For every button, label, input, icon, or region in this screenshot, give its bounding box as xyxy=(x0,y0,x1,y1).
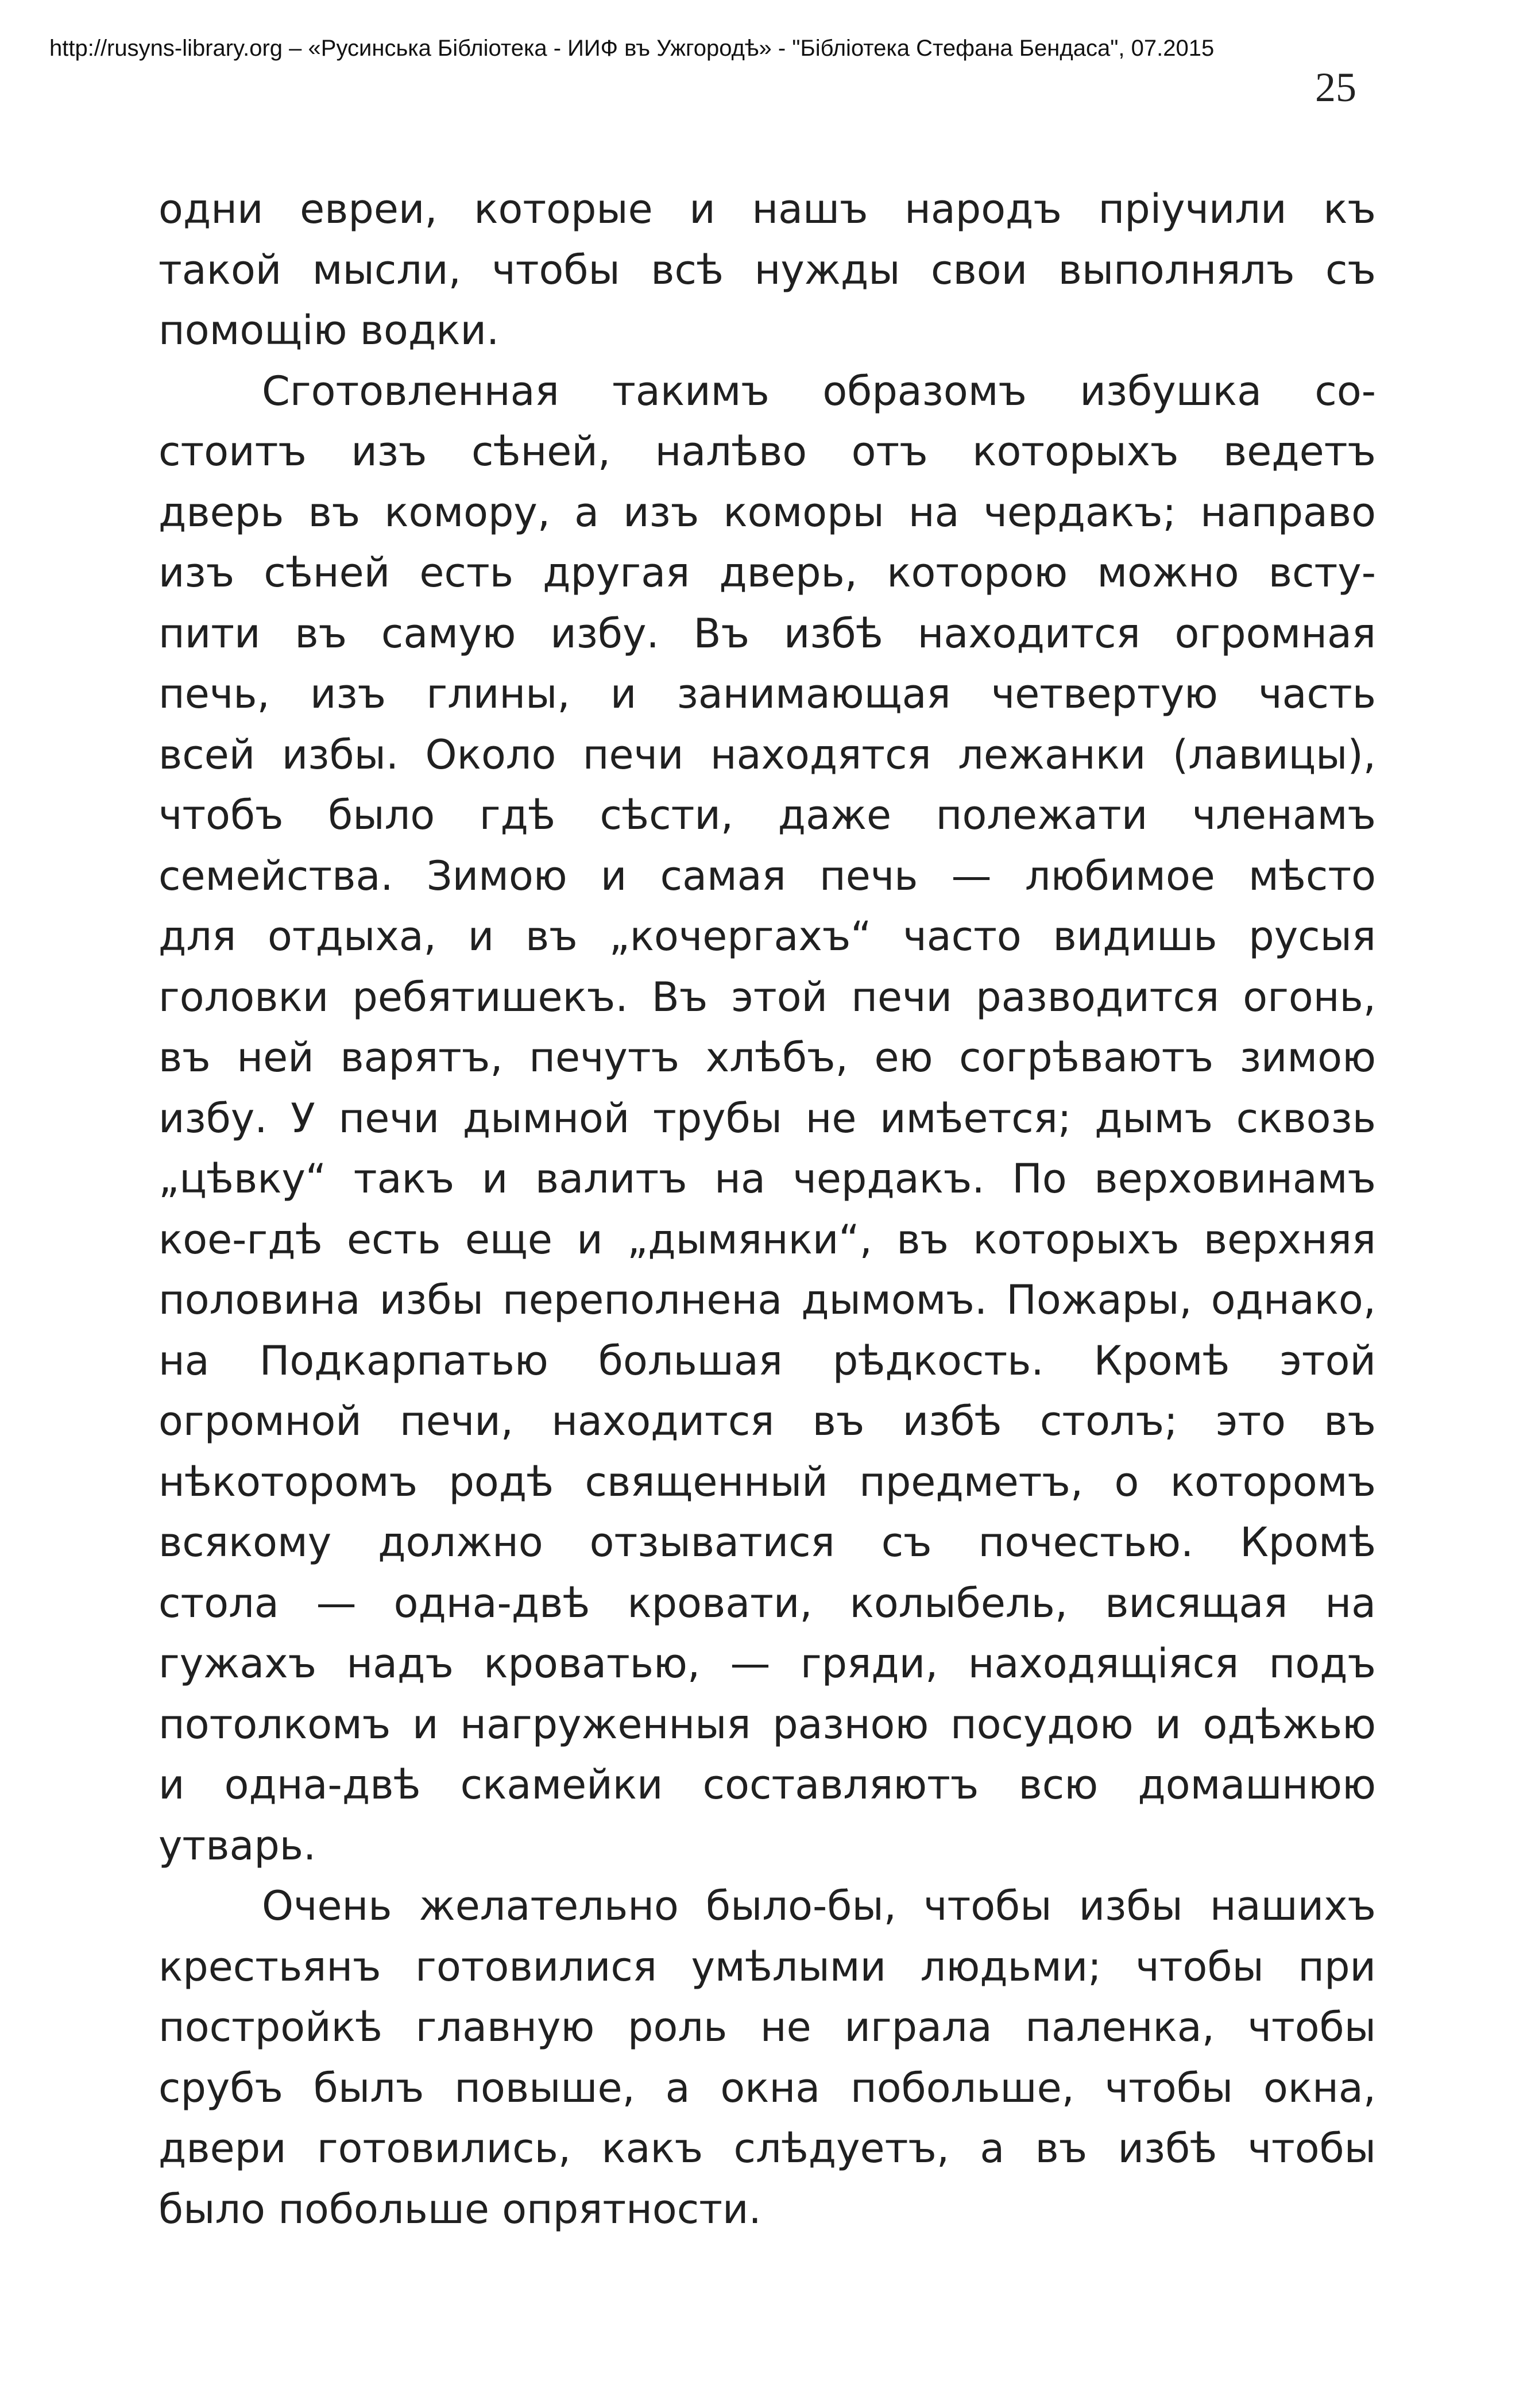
text-line: дверь въ комору, а изъ коморы на чердакъ; направо xyxy=(158,488,1376,536)
text-line: постройкѣ главную роль не играла паленка, чтобы xyxy=(158,2004,1376,2051)
text-line: головки ребятишекъ. Въ этой печи разводится огонь, xyxy=(158,973,1376,1021)
text-line: Сготовленная такимъ образомъ избушка со- xyxy=(262,367,1376,415)
text-line: на Подкарпатью большая рѣдкость. Кромѣ этой xyxy=(158,1337,1376,1384)
text-line: потолкомъ и нагруженныя разною посудою и одѣжью xyxy=(158,1700,1376,1748)
text-line: всякому должно отзыватися съ почестью. Кромѣ xyxy=(158,1519,1376,1566)
text-line: было побольше опрятности. xyxy=(158,2185,761,2233)
text-line: стола — одна-двѣ кровати, колыбель, висящая на xyxy=(158,1579,1376,1627)
text-line: въ ней варятъ, печутъ хлѣбъ, ею согрѣваютъ зимою xyxy=(158,1034,1376,1081)
paragraph-3 xyxy=(158,1876,1376,2240)
text-line: и одна-двѣ скамейки составляютъ всю домашнюю xyxy=(158,1761,1376,1808)
text-line: срубъ былъ повыше, а окна побольше, чтобы окна, xyxy=(158,2064,1376,2112)
paragraph-2 xyxy=(158,361,1376,1877)
text-line: гужахъ надъ кроватью, — гряди, находящіяся подъ xyxy=(158,1640,1376,1687)
text-line: огромной печи, находится въ избѣ столъ; это въ xyxy=(158,1398,1376,1445)
text-line: стоитъ изъ сѣней, налѣво отъ которыхъ ведетъ xyxy=(158,428,1376,475)
text-line: Очень желательно было-бы, чтобы избы нашихъ xyxy=(262,1882,1376,1930)
text-line: чтобъ было гдѣ сѣсти, даже полежати членамъ xyxy=(158,792,1376,839)
text-line: „цѣвку“ такъ и валитъ на чердакъ. По верховинамъ xyxy=(158,1155,1376,1202)
text-line: крестьянъ готовилися умѣлыми людьми; чтобы при xyxy=(158,1943,1376,1990)
page-body-text xyxy=(158,179,1376,2240)
text-line: одни евреи, которые и нашъ народъ пріучили къ xyxy=(158,186,1376,233)
paragraph-1 xyxy=(158,179,1376,361)
text-line: печь, изъ глины, и занимающая четвертую часть xyxy=(158,670,1376,717)
text-line: кое-гдѣ есть еще и „дымянки“, въ которыхъ верхняя xyxy=(158,1215,1376,1263)
text-line: всей избы. Около печи находятся лежанки (лавицы), xyxy=(158,731,1376,778)
text-line: изъ сѣней есть другая дверь, которою можно всту- xyxy=(158,549,1376,596)
page-number: 25 xyxy=(1315,64,1356,110)
text-line: пити въ самую избу. Въ избѣ находится огромная xyxy=(158,609,1376,657)
text-line: двери готовились, какъ слѣдуетъ, а въ избѣ чтобы xyxy=(158,2125,1376,2172)
text-line: семейства. Зимою и самая печь — любимое мѣсто xyxy=(158,852,1376,900)
text-line: такой мысли, чтобы всѣ нужды свои выполнялъ съ xyxy=(158,246,1376,294)
text-line: для отдыха, и въ „кочергахъ“ часто видишь русыя xyxy=(158,913,1376,960)
text-line: нѣкоторомъ родѣ священный предметъ, о которомъ xyxy=(158,1458,1376,1506)
text-line: утварь. xyxy=(158,1822,316,1869)
text-line: половина избы переполнена дымомъ. Пожары, однако, xyxy=(158,1276,1376,1323)
text-line: помощію водки. xyxy=(158,307,500,354)
text-line: избу. У печи дымной трубы не имѣется; дымъ сквозь xyxy=(158,1094,1376,1142)
source-url-header: http://rusyns-library.org – «Русинська Бібліотека - ИИФ въ Ужгородѣ» - "Бібліотека Стефана Бендаса", 07.2015 xyxy=(49,36,1215,61)
